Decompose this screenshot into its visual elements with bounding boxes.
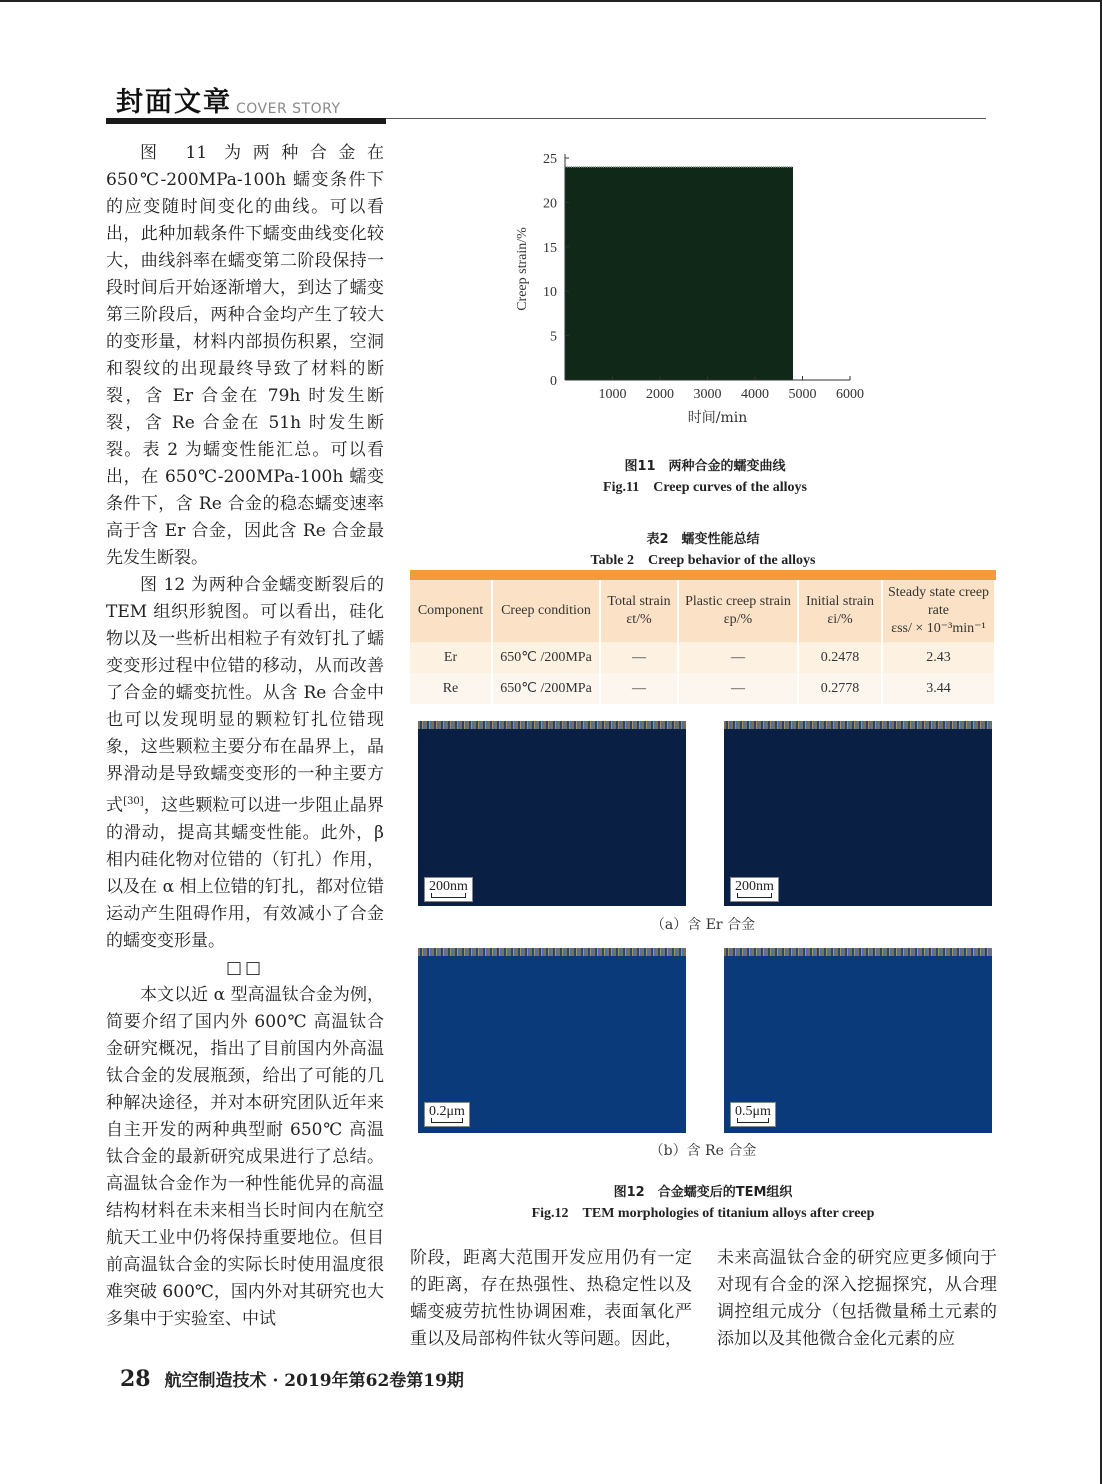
y-tick-label: 20 — [543, 196, 557, 212]
x-tick-label: 4000 — [741, 387, 769, 402]
th-plastic-strain: Plastic creep strain εp/% — [678, 580, 798, 642]
paragraph-fig11: 图 11 为两种合金在 650℃-200MPa-100h 蠕变条件下的应变随时间变化的曲线。可以看出，此种加载条件下蠕变曲线变化较大，曲线斜率在蠕变第二阶段保持一段时间后开始逐渐增大，到达了蠕变第三阶段后，两种合金均产生了较大的变形量，材料内部损伤积累，空洞和裂纹的出现最终导致了材料的断裂，含 Er 合金在 79h 时发生断裂，含 Re 合金在 51h 时发生断裂。表 2 为蠕变性能汇总。可以看出，在 650℃-200MPa-100h 蠕变条件下，含 Re 合金的稳态蠕变速率高于含 Er 合金，因此含 Re 合金最先发生断裂。 — [106, 143, 384, 568]
cell: 0.2778 — [798, 673, 882, 704]
middle-text: 阶段，距离大范围开发应用仍有一定的距离，存在热强性、热稳定性以及蠕变疲劳抗性协调困难，表面氧化严重以及局部构件钛火等问题。因此， — [410, 1248, 692, 1349]
cell: — — [600, 642, 678, 673]
table-row — [410, 673, 995, 704]
y-tick-label: 5 — [550, 329, 557, 345]
paragraph-conclusion: 本文以近 α 型高温钛合金为例，简要介绍了国内外 600℃ 高温钛合金研究概况，指出了目前国内外高温钛合金的发展瓶颈，给出了可能的几种解决途径，并对本研究团队近年来自主开发的两种典型耐 650℃ 高温钛合金的最新研究成果进行了总结。高温钛合金作为一种性能优异的高温结构材料在未来相当长时间内在航空航天工业中仍将保持重要地位。但目前高温钛合金的实际长时使用温度很难突破 600℃，国内外对其研究也大多集中于实验室、中试 — [106, 984, 384, 1329]
tem-speckle — [418, 948, 686, 956]
cell: 3.44 — [882, 673, 995, 704]
y-tick-label: 10 — [543, 285, 557, 301]
scale-bar: 0.2μm — [424, 1102, 470, 1127]
section-title: 封面文章 — [116, 87, 232, 118]
conclusion-heading: □□ — [225, 957, 265, 978]
right-column — [717, 1245, 997, 1353]
paragraph-fig12-tail: ，这些颗粒可以进一步阻止晶界的滑动，提高其蠕变性能。此外，β 相内硅化物对位错的（钉扎）作用，以及在 α 相上位错的钉扎，都对位错运动产生阻碍作用，有效减小了合金的蠕变变形量。 — [106, 795, 385, 951]
left-column — [106, 140, 384, 1333]
tem-speckle — [724, 948, 992, 956]
cell: — — [600, 673, 678, 704]
cell: 650℃ /200MPa — [492, 642, 600, 673]
citation-ref: [30] — [123, 796, 144, 807]
th-total-strain: Total strain εt/% — [600, 580, 678, 642]
tem-image-er-1 — [418, 721, 686, 906]
cell: 2.43 — [882, 642, 995, 673]
tem-speckle — [418, 721, 686, 729]
fig12-caption-cn: 图12 合金蠕变后的TEM组织 — [613, 1185, 793, 1200]
cell: — — [678, 642, 798, 673]
cell: 0.2478 — [798, 642, 882, 673]
paragraph-fig12-text: 图 12 为两种合金蠕变断裂后的 TEM 组织形貌图。可以看出，硅化物以及一些析出相粒子有效钉扎了蠕变变形过程中位错的移动，从而改善了合金的蠕变抗性。从含 Re 合金中也可以发现明显的颗粒钉扎位错现象，这些颗粒主要分布在晶界上，晶界滑动是导致蠕变变形的一种主要方式 — [106, 575, 384, 816]
section-subtitle: COVER STORY — [236, 101, 341, 117]
x-tick-label: 2000 — [646, 387, 674, 402]
table-header-row — [410, 580, 995, 642]
tem-speckle — [724, 721, 992, 729]
x-tick-label: 6000 — [836, 387, 864, 402]
fig12-b-label: （b）含 Re 合金 — [649, 1143, 757, 1159]
x-tick-label: 5000 — [788, 387, 817, 402]
y-axis-label: Creep strain/% — [515, 227, 530, 311]
cell: Re — [410, 673, 492, 704]
page-number: 28 — [120, 1366, 151, 1392]
fig12-caption-en: Fig.12 TEM morphologies of titanium alloys after creep — [531, 1206, 875, 1221]
th-condition: Creep condition — [492, 580, 600, 642]
tem-image-er-2 — [724, 721, 992, 906]
tem-image-re-1 — [418, 948, 686, 1133]
x-tick-label: 3000 — [693, 387, 722, 402]
header-rule-thin — [386, 118, 986, 119]
table2-caption-en: Table 2 Creep behavior of the alloys — [590, 553, 816, 568]
y-tick-label: 25 — [543, 152, 557, 167]
table-top-band — [410, 570, 996, 580]
scale-bar: 200nm — [424, 877, 473, 902]
y-tick-label: 15 — [543, 240, 557, 256]
th-component: Component — [410, 580, 492, 642]
creep-chart — [500, 140, 910, 430]
fig11-caption-cn: 图11 两种合金的蠕变曲线 — [624, 459, 786, 474]
scale-bar: 200nm — [730, 877, 779, 902]
cell: — — [678, 673, 798, 704]
y-tick-label: 0 — [550, 374, 557, 389]
plot-fill — [565, 167, 793, 380]
top-border — [0, 0, 1102, 2]
table2-caption-cn: 表2 蠕变性能总结 — [646, 532, 760, 547]
right-text: 未来高温钛合金的研究应更多倾向于对现有合金的深入挖掘探究，从合理调控组元成分（包括微量稀土元素的添加以及其他微合金化元素的应 — [717, 1248, 997, 1349]
scale-bar: 0.5μm — [730, 1102, 776, 1127]
creep-table — [410, 580, 996, 704]
tem-image-re-2 — [724, 948, 992, 1133]
cell: Er — [410, 642, 492, 673]
middle-column — [410, 1245, 692, 1353]
x-axis-label: 时间/min — [687, 410, 748, 426]
page-footer — [120, 1366, 464, 1392]
paragraph-fig12 — [106, 572, 384, 955]
th-initial-strain: Initial strain εi/% — [798, 580, 882, 642]
cell: 650℃ /200MPa — [492, 673, 600, 704]
fig11-caption-en: Fig.11 Creep curves of the alloys — [603, 480, 807, 495]
table-row — [410, 642, 995, 673]
fig12-a-label: （a）含 Er 合金 — [650, 917, 756, 933]
creep-chart-svg — [500, 140, 910, 430]
journal-info: 航空制造技术 · 2019年第62卷第19期 — [164, 1371, 464, 1391]
header-rule — [106, 118, 386, 124]
th-steady-rate: Steady state creep rate εss/ × 10⁻³min⁻¹ — [882, 580, 995, 642]
x-tick-label: 1000 — [598, 387, 627, 402]
